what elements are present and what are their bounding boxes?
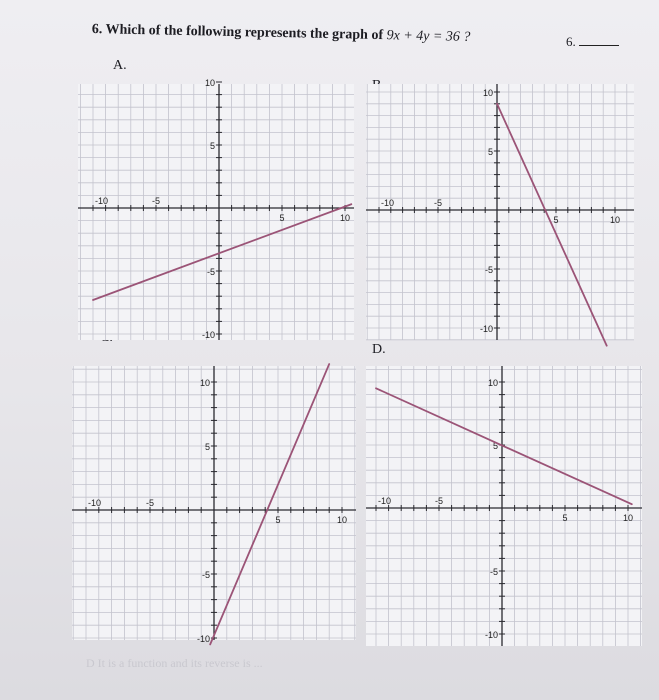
answer-blank[interactable] [579, 35, 619, 46]
answer-label: 6. [566, 34, 576, 49]
x-tick-label-10: 10 [609, 215, 621, 225]
graph-option-a[interactable] [78, 78, 354, 340]
y-tick-label-10: 10 [482, 88, 493, 98]
y-tick-label-10: 10 [199, 378, 210, 388]
y-tick-label-neg10: -10 [484, 630, 498, 640]
x-tick-label-10: 10 [336, 515, 348, 525]
answer-area[interactable] [566, 34, 619, 50]
y-tick-label-neg10: -10 [196, 634, 210, 644]
graph-background [366, 366, 642, 646]
y-tick-label-neg10: -10 [201, 330, 215, 340]
x-tick-label-5: 5 [279, 213, 285, 223]
x-tick-label-5: 5 [553, 215, 559, 225]
x-tick-label-neg5: -5 [433, 198, 443, 208]
y-tick-label-neg10: -10 [479, 324, 493, 334]
option-a-label: A. [113, 58, 127, 73]
y-tick-label-neg5: -5 [484, 265, 493, 275]
x-tick-label-10: 10 [339, 213, 351, 223]
x-tick-label-5: 5 [562, 513, 568, 523]
question-number: 6. [91, 22, 103, 38]
y-tick-label-neg5: -5 [201, 570, 210, 580]
graph-option-c[interactable] [72, 366, 356, 644]
graph-option-b[interactable] [366, 84, 634, 340]
x-tick-label-neg10: -10 [95, 196, 109, 206]
y-tick-label-10: 10 [487, 378, 498, 388]
x-tick-label-neg5: -5 [151, 196, 161, 206]
x-tick-label-10: 10 [622, 513, 634, 523]
y-tick-label-neg5: -5 [489, 567, 498, 577]
y-tick-label-neg5: -5 [206, 267, 215, 277]
x-tick-label-neg5: -5 [145, 498, 155, 508]
x-tick-label-neg10: -10 [381, 198, 395, 208]
graph-option-d[interactable] [366, 366, 642, 646]
y-tick-label-10: 10 [204, 78, 215, 88]
question-equation: 9x + 4y = 36 ? [386, 28, 471, 45]
y-tick-label-5: 5 [209, 141, 215, 151]
faded-bleed-through-text: D It is a function and its reverse is ... [86, 656, 263, 670]
y-tick-label-5: 5 [204, 442, 210, 452]
y-tick-label-5: 5 [487, 147, 493, 157]
y-tick-label-5: 5 [492, 441, 498, 451]
option-d-label: D. [372, 342, 386, 357]
x-tick-label-neg5: -5 [434, 496, 444, 506]
x-tick-label-neg10: -10 [88, 498, 102, 508]
x-tick-label-5: 5 [275, 515, 281, 525]
question-text: Which of the following represents the graph of [105, 22, 384, 44]
graph-background [78, 84, 354, 340]
graph-background [366, 84, 634, 340]
x-tick-label-neg10: -10 [378, 496, 392, 506]
